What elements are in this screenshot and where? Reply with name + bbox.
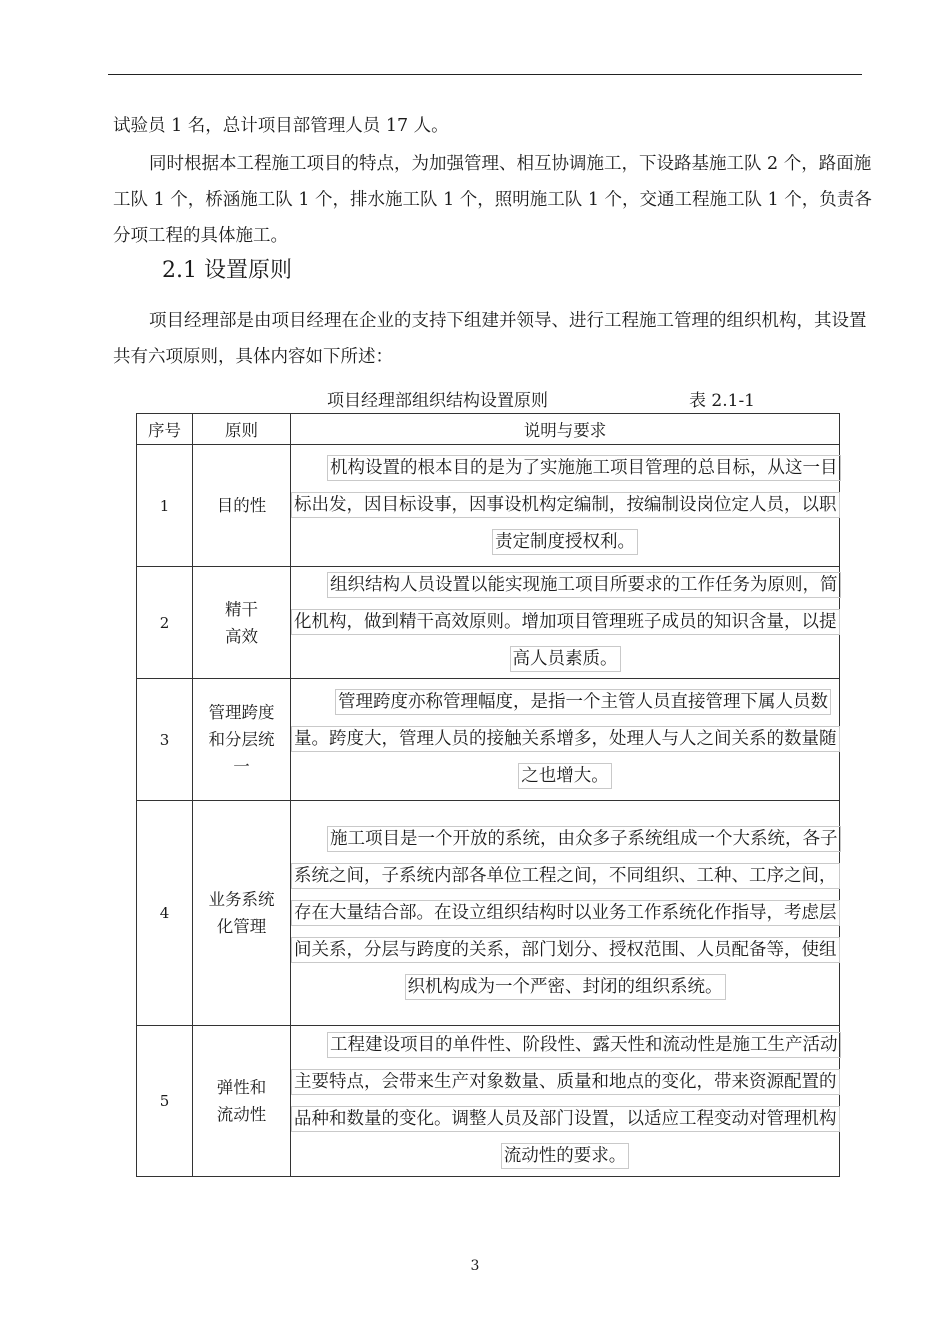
description-text: 工程建设项目的单件性、阶段性、露天性和流动性是施工生产活动主要特点，会带来生产对象数量、质量和地点的变化，带来资源配置的品种和数量的变化。调整人员及部门设置，以适应工程变动对管理机构流动性的要求。	[291, 1032, 841, 1169]
principle-line: 化管理	[216, 917, 267, 936]
page-number: 3	[470, 1258, 480, 1274]
header-rule	[108, 74, 862, 75]
row-number: 3	[137, 679, 193, 801]
principle-line: 和分层统	[208, 730, 275, 749]
row-description	[291, 445, 840, 567]
principle-line: 流动性	[216, 1105, 267, 1124]
description-text: 组织结构人员设置以能实现施工项目所要求的工作任务为原则，简化机构，做到精干高效原则。增加项目管理班子成员的知识含量，以提高人员素质。	[291, 572, 841, 672]
paragraph-construction-teams: 同时根据本工程施工项目的特点，为加强管理、相互协调施工，下设路基施工队 2 个，路面施工队 1 个，桥涵施工队 1 个，排水施工队 1 个，照明施工队 1 个，交通工程施工队 1 个，负责各分项工程的具体施工。	[113, 154, 872, 246]
principle-line: 高效	[225, 626, 258, 646]
row-number: 4	[137, 801, 193, 1026]
description-text: 施工项目是一个开放的系统，由众多子系统组成一个大系统，各子系统之间，子系统内部各单位工程之间，不同组织、工种、工序之间，存在大量结合部。在设立组织结构时以业务工作系统化作指导，考虑层间关系，分层与跨度的关系，部门划分、授权范围、人员配备等，使组织机构成为一个严密、封闭的组织系统。	[291, 826, 841, 1000]
principles-table	[136, 413, 840, 1177]
table-caption	[136, 388, 839, 414]
principle-line: 目的性	[216, 496, 267, 515]
table-row	[137, 567, 840, 679]
principle-line: 精干	[225, 599, 258, 619]
header-no: 序号	[137, 414, 193, 445]
row-description	[291, 679, 840, 801]
header-principle: 原则	[193, 414, 291, 445]
row-number: 5	[137, 1026, 193, 1177]
paragraph-staff-total: 试验员 1 名，总计项目部管理人员 17 人。	[113, 116, 449, 136]
header-description: 说明与要求	[291, 414, 840, 445]
row-principle	[193, 445, 291, 567]
row-description	[291, 801, 840, 1026]
row-principle	[193, 567, 291, 679]
section-heading: 2.1 设置原则	[162, 258, 292, 283]
table-row	[137, 801, 840, 1026]
principle-line: 一	[233, 757, 250, 776]
table-row	[137, 679, 840, 801]
row-description	[291, 567, 840, 679]
paragraph-intro: 项目经理部是由项目经理在企业的支持下组建并领导、进行工程施工管理的组织机构，其设置共有六项原则，具体内容如下所述：	[113, 311, 867, 367]
row-number: 1	[137, 445, 193, 567]
table-number: 表 2.1-1	[689, 391, 755, 411]
row-principle	[193, 679, 291, 801]
table-row	[137, 1026, 840, 1177]
table-header-row	[137, 414, 840, 445]
table-title: 项目经理部组织结构设置原则	[327, 391, 548, 411]
description-text: 机构设置的根本目的是为了实施施工项目管理的总目标，从这一目标出发，因目标设事，因事设机构定编制，按编制设岗位定人员，以职责定制度授权利。	[291, 455, 841, 555]
description-text: 管理跨度亦称管理幅度，是指一个主管人员直接管理下属人员数量。跨度大，管理人员的接触关系增多，处理人与人之间关系的数量随之也增大。	[291, 689, 840, 789]
row-number: 2	[137, 567, 193, 679]
principle-line: 业务系统	[208, 890, 275, 909]
row-description	[291, 1026, 840, 1177]
row-principle	[193, 801, 291, 1026]
principle-line: 弹性和	[216, 1078, 267, 1097]
row-principle	[193, 1026, 291, 1177]
principle-line: 管理跨度	[208, 703, 275, 722]
table-row	[137, 445, 840, 567]
